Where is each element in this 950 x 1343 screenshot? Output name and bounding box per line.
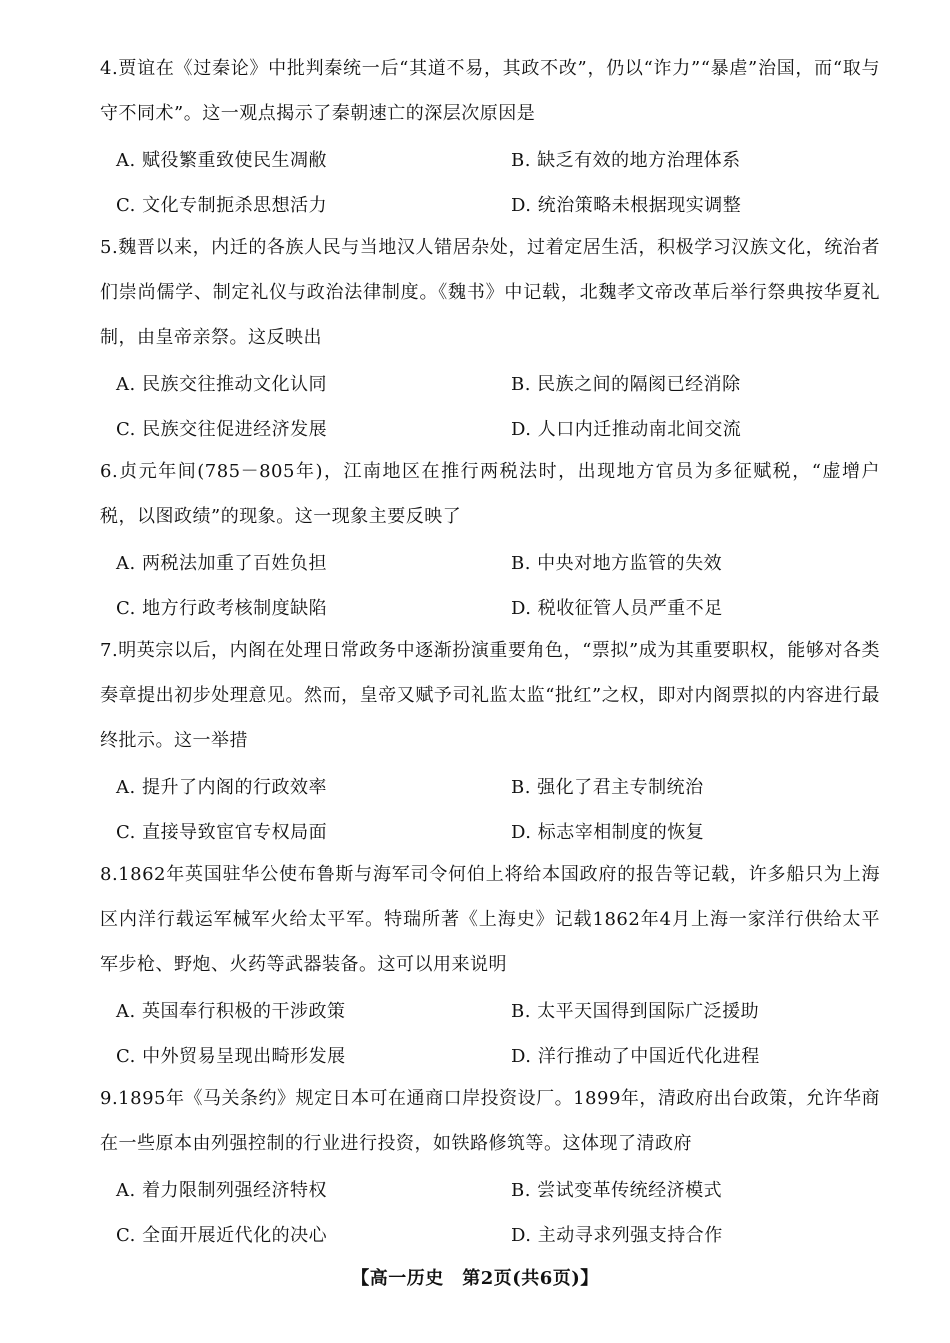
option-b: B. 民族之间的隔阂已经消除 bbox=[511, 373, 741, 395]
option-d: D. 标志宰相制度的恢复 bbox=[511, 821, 705, 843]
options-grid bbox=[116, 136, 880, 226]
options-grid bbox=[116, 360, 880, 450]
option-a: A. 民族交往推动文化认同 bbox=[116, 373, 327, 395]
option-a: A. 英国奉行积极的干涉政策 bbox=[116, 1000, 346, 1022]
question-stem: 9.1895年《马关条约》规定日本可在通商口岸投资设厂。1899年，清政府出台政策，允许华商在一些原本由列强控制的行业进行投资，如铁路修筑等。这体现了清政府 bbox=[100, 1088, 880, 1154]
option-b: B. 太平天国得到国际广泛援助 bbox=[511, 1000, 760, 1022]
options-grid bbox=[116, 763, 880, 853]
question-5 bbox=[100, 225, 880, 450]
option-a: A. 两税法加重了百姓负担 bbox=[116, 552, 327, 574]
option-d: D. 统治策略未根据现实调整 bbox=[511, 194, 742, 216]
option-d: D. 税收征管人员严重不足 bbox=[511, 597, 723, 619]
question-stem: 6.贞元年间(785－805年)，江南地区在推行两税法时，出现地方官员为多征赋税，“虚增户税，以图政绩”的现象。这一现象主要反映了 bbox=[100, 461, 880, 527]
option-b: B. 缺乏有效的地方治理体系 bbox=[511, 149, 741, 171]
options-grid bbox=[116, 539, 880, 629]
options-grid bbox=[116, 987, 880, 1077]
question-6 bbox=[100, 449, 880, 629]
question-7 bbox=[100, 628, 880, 853]
option-b: B. 尝试变革传统经济模式 bbox=[511, 1179, 723, 1201]
option-d: D. 洋行推动了中国近代化进程 bbox=[511, 1045, 760, 1067]
option-c: C. 地方行政考核制度缺陷 bbox=[116, 597, 328, 619]
option-a: A. 赋役繁重致使民生凋敝 bbox=[116, 149, 327, 171]
question-stem: 5.魏晋以来，内迁的各族人民与当地汉人错居杂处，过着定居生活，积极学习汉族文化，统治者们崇尚儒学、制定礼仪与政治法律制度。《魏书》中记载，北魏孝文帝改革后举行祭典按华夏礼制，由皇帝亲祭。这反映出 bbox=[100, 237, 880, 348]
option-c: C. 民族交往促进经济发展 bbox=[116, 418, 328, 440]
option-a: A. 着力限制列强经济特权 bbox=[116, 1179, 327, 1201]
option-c: C. 直接导致宦官专权局面 bbox=[116, 821, 328, 843]
option-c: C. 中外贸易呈现出畸形发展 bbox=[116, 1045, 346, 1067]
question-8 bbox=[100, 852, 880, 1077]
option-c: C. 文化专制扼杀思想活力 bbox=[116, 194, 328, 216]
option-b: B. 中央对地方监管的失效 bbox=[511, 552, 723, 574]
option-d: D. 人口内迁推动南北间交流 bbox=[511, 418, 742, 440]
option-b: B. 强化了君主专制统治 bbox=[511, 776, 704, 798]
option-c: C. 全面开展近代化的决心 bbox=[116, 1224, 328, 1246]
option-d: D. 主动寻求列强支持合作 bbox=[511, 1224, 723, 1246]
question-stem: 7.明英宗以后，内阁在处理日常政务中逐渐扮演重要角色，“票拟”成为其重要职权，能够对各类奏章提出初步处理意见。然而，皇帝又赋予司礼监太监“批红”之权，即对内阁票拟的内容进行最终批示。这一举措 bbox=[100, 640, 880, 751]
options-grid bbox=[116, 1166, 880, 1256]
question-stem: 8.1862年英国驻华公使布鲁斯与海军司令何伯上将给本国政府的报告等记载，许多船只为上海区内洋行载运军械军火给太平军。特瑞所著《上海史》记载1862年4月上海一家洋行供给太平军步枪、野炮、火药等武器装备。这可以用来说明 bbox=[100, 864, 880, 975]
page-footer: 【高一历史 第2页(共6页)】 bbox=[351, 1268, 599, 1289]
option-a: A. 提升了内阁的行政效率 bbox=[116, 776, 327, 798]
question-9 bbox=[100, 1076, 880, 1256]
question-4 bbox=[100, 46, 880, 226]
question-stem: 4.贾谊在《过秦论》中批判秦统一后“其道不易，其政不改”，仍以“诈力”“暴虐”治国，而“取与守不同术”。这一观点揭示了秦朝速亡的深层次原因是 bbox=[100, 58, 880, 124]
